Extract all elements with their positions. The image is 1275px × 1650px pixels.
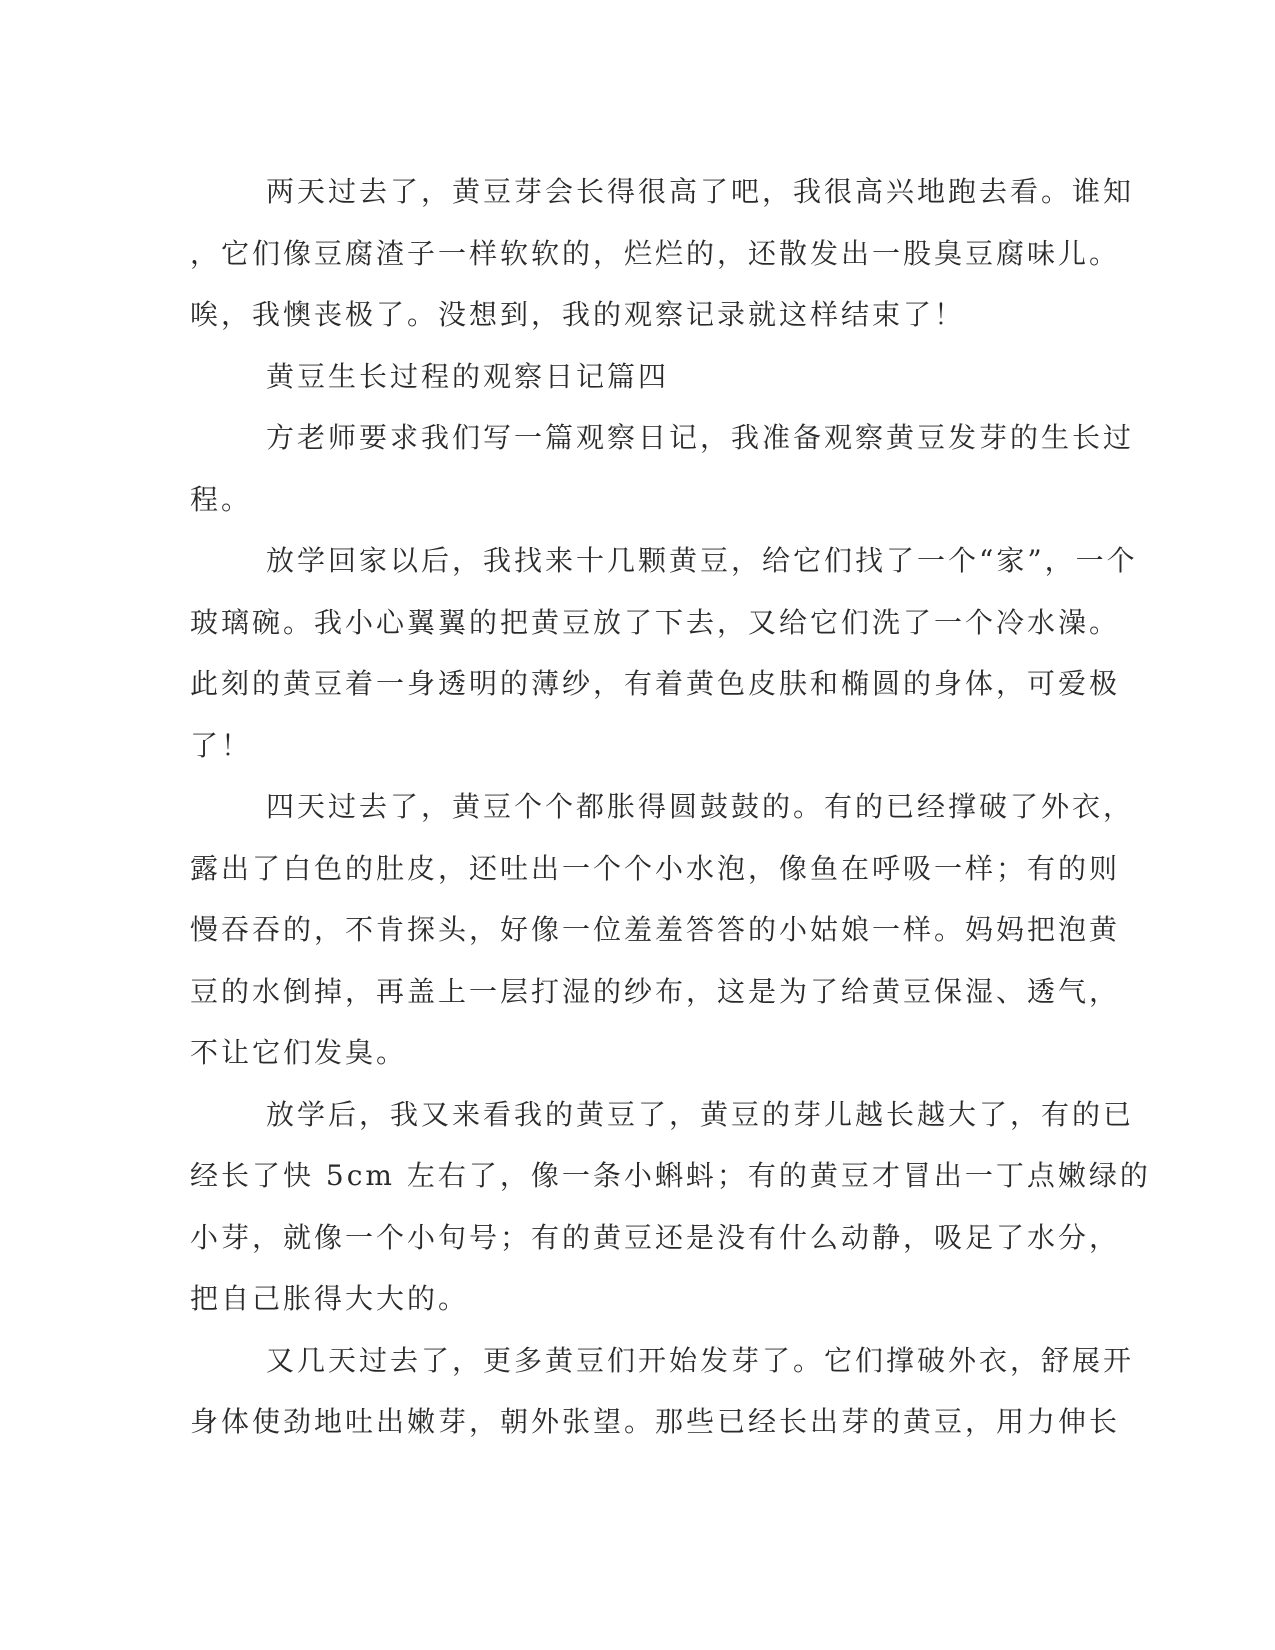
- text-line: 露出了白色的肚皮，还吐出一个个小水泡，像鱼在呼吸一样；有的则: [190, 851, 1121, 885]
- text-line: 玻璃碗。我小心翼翼的把黄豆放了下去，又给它们洗了一个冷水澡。: [190, 605, 1121, 639]
- text-line: 方老师要求我们写一篇观察日记，我准备观察黄豆发芽的生长过: [266, 421, 1135, 454]
- text-line: 程。: [190, 482, 253, 516]
- paragraph-4: [190, 776, 1135, 1084]
- text-line: 经长了快 5cm 左右了，像一条小蝌蚪；有的黄豆才冒出一丁点嫩绿的: [190, 1159, 1151, 1192]
- text-line: 小芽，就像一个小句号；有的黄豆还是没有什么动静，吸足了水分，: [190, 1220, 1121, 1254]
- text-line: 四天过去了，黄豆个个都胀得圆鼓鼓的。有的已经撑破了外衣，: [266, 790, 1135, 823]
- paragraph-2: [190, 407, 1135, 530]
- document-body: [190, 161, 1151, 1453]
- text-line: 不让它们发臭。: [190, 1036, 408, 1069]
- text-line: ，它们像豆腐渣子一样软软的，烂烂的，还散发出一股臭豆腐味儿。: [190, 236, 1121, 270]
- paragraph-6: [190, 1330, 1135, 1453]
- text-line: 把自己胀得大大的。: [190, 1282, 470, 1315]
- paragraph-3: [190, 530, 1138, 776]
- section-heading: [190, 346, 1080, 408]
- text-line: 两天过去了，黄豆芽会长得很高了吧，我很高兴地跑去看。谁知: [266, 175, 1135, 208]
- heading-text: 黄豆生长过程的观察日记篇四: [266, 359, 670, 393]
- paragraph-5: [190, 1084, 1151, 1330]
- text-line: 又几天过去了，更多黄豆们开始发芽了。它们撑破外衣，舒展开: [266, 1343, 1135, 1377]
- text-line: 放学回家以后，我找来十几颗黄豆，给它们找了一个“家”，一个: [266, 544, 1138, 577]
- text-line: 放学后，我又来看我的黄豆了，黄豆的芽儿越长越大了，有的已: [266, 1097, 1135, 1131]
- paragraph-1: [190, 161, 1135, 346]
- text-line: 身体使劲地吐出嫩芽，朝外张望。那些已经长出芽的黄豆，用力伸长: [190, 1405, 1121, 1438]
- text-line: 了！: [190, 728, 253, 762]
- text-line: 豆的水倒掉，再盖上一层打湿的纱布，这是为了给黄豆保湿、透气，: [190, 974, 1121, 1008]
- text-line: 慢吞吞的，不肯探头，好像一位羞羞答答的小姑娘一样。妈妈把泡黄: [190, 913, 1121, 946]
- text-line: 唉，我懊丧极了。没想到，我的观察记录就这样结束了！: [190, 298, 966, 331]
- text-line: 此刻的黄豆着一身透明的薄纱，有着黄色皮肤和椭圆的身体，可爱极: [190, 667, 1121, 700]
